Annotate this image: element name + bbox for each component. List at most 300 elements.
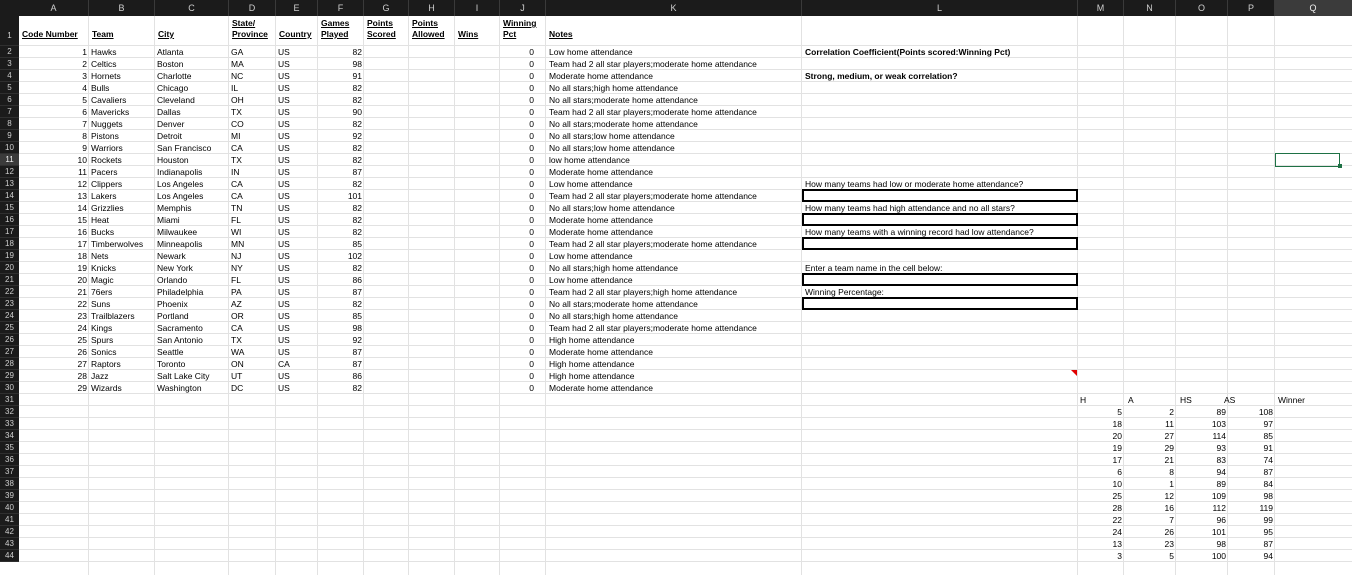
city-cell[interactable]: Los Angeles xyxy=(157,191,204,201)
state-cell[interactable]: ON xyxy=(231,359,244,369)
winning-pct-cell[interactable]: 0 xyxy=(529,59,534,69)
side-a-cell[interactable]: 23 xyxy=(1164,539,1174,549)
column-header-o[interactable]: O xyxy=(1176,0,1228,16)
state-cell[interactable]: TX xyxy=(231,155,242,165)
winning-pct-cell[interactable]: 0 xyxy=(529,347,534,357)
column-header-q[interactable]: Q xyxy=(1275,0,1352,16)
row-header-40[interactable]: 40 xyxy=(0,502,19,514)
side-h-cell[interactable]: 19 xyxy=(1112,443,1122,453)
code-number-cell[interactable]: 26 xyxy=(77,347,87,357)
games-played-cell[interactable]: 82 xyxy=(352,155,362,165)
team-name-prompt[interactable]: Enter a team name in the cell below: xyxy=(805,263,943,273)
row-header-16[interactable]: 16 xyxy=(0,214,19,226)
country-cell[interactable]: US xyxy=(278,227,290,237)
side-h-cell[interactable]: 22 xyxy=(1112,515,1122,525)
column-title[interactable]: Played xyxy=(321,29,349,39)
city-cell[interactable]: Charlotte xyxy=(157,71,192,81)
winning-pct-cell[interactable]: 0 xyxy=(529,119,534,129)
country-cell[interactable]: US xyxy=(278,251,290,261)
column-header-p[interactable]: P xyxy=(1228,0,1275,16)
column-title[interactable]: Notes xyxy=(549,29,573,39)
side-hs-cell[interactable]: 112 xyxy=(1212,503,1226,513)
winning-pct-cell[interactable]: 0 xyxy=(529,107,534,117)
city-cell[interactable]: Toronto xyxy=(157,359,186,369)
row-header-43[interactable]: 43 xyxy=(0,538,19,550)
row-header-20[interactable]: 20 xyxy=(0,262,19,274)
state-cell[interactable]: IL xyxy=(231,83,239,93)
winning-pct-cell[interactable]: 0 xyxy=(529,239,534,249)
state-cell[interactable]: TN xyxy=(231,203,243,213)
state-cell[interactable]: TX xyxy=(231,335,242,345)
team-cell[interactable]: Raptors xyxy=(91,359,121,369)
team-cell[interactable]: Lakers xyxy=(91,191,117,201)
notes-cell[interactable]: No all stars;high home attendance xyxy=(549,263,678,273)
team-cell[interactable]: Bucks xyxy=(91,227,115,237)
notes-cell[interactable]: No all stars;moderate home attendance xyxy=(549,95,698,105)
row-header-8[interactable]: 8 xyxy=(0,118,19,130)
side-header-hs[interactable]: HS xyxy=(1180,395,1192,405)
notes-cell[interactable]: Moderate home attendance xyxy=(549,71,653,81)
state-cell[interactable]: GA xyxy=(231,47,244,57)
state-cell[interactable]: MN xyxy=(231,239,245,249)
code-number-cell[interactable]: 14 xyxy=(77,203,87,213)
winning-pct-cell[interactable]: 0 xyxy=(529,143,534,153)
team-cell[interactable]: Knicks xyxy=(91,263,117,273)
notes-cell[interactable]: Moderate home attendance xyxy=(549,167,653,177)
side-hs-cell[interactable]: 89 xyxy=(1216,479,1226,489)
state-cell[interactable]: MA xyxy=(231,59,244,69)
winning-pct-cell[interactable]: 0 xyxy=(529,335,534,345)
games-played-cell[interactable]: 82 xyxy=(352,143,362,153)
notes-cell[interactable]: Team had 2 all star players;high home attendance xyxy=(549,287,738,297)
country-cell[interactable]: US xyxy=(278,347,290,357)
city-cell[interactable]: Salt Lake City xyxy=(157,371,210,381)
column-title[interactable]: Points xyxy=(367,18,393,28)
side-as-cell[interactable]: 94 xyxy=(1263,551,1273,561)
row-header-37[interactable]: 37 xyxy=(0,466,19,478)
code-number-cell[interactable]: 25 xyxy=(77,335,87,345)
side-h-cell[interactable]: 20 xyxy=(1112,431,1122,441)
row-header-18[interactable]: 18 xyxy=(0,238,19,250)
column-header-h[interactable]: H xyxy=(409,0,455,16)
row-header-3[interactable]: 3 xyxy=(0,58,19,70)
side-hs-cell[interactable]: 103 xyxy=(1211,419,1226,429)
country-cell[interactable]: US xyxy=(278,371,290,381)
winning-pct-cell[interactable]: 0 xyxy=(529,155,534,165)
team-cell[interactable]: Sonics xyxy=(91,347,117,357)
notes-cell[interactable]: Low home attendance xyxy=(549,251,633,261)
active-cell-q11[interactable] xyxy=(1275,153,1340,167)
answer-input-box-3[interactable] xyxy=(802,237,1078,250)
code-number-cell[interactable]: 13 xyxy=(77,191,87,201)
city-cell[interactable]: Indianapolis xyxy=(157,167,203,177)
answer-input-box-2[interactable] xyxy=(802,213,1078,226)
winning-pct-cell[interactable]: 0 xyxy=(529,47,534,57)
state-cell[interactable]: OR xyxy=(231,311,244,321)
country-cell[interactable]: US xyxy=(278,143,290,153)
side-h-cell[interactable]: 18 xyxy=(1112,419,1122,429)
team-cell[interactable]: Cavaliers xyxy=(91,95,127,105)
side-a-cell[interactable]: 5 xyxy=(1169,551,1174,561)
side-h-cell[interactable]: 24 xyxy=(1112,527,1122,537)
notes-cell[interactable]: Team had 2 all star players;moderate home attendance xyxy=(549,239,757,249)
notes-cell[interactable]: Team had 2 all star players;moderate home attendance xyxy=(549,107,757,117)
row-header-2[interactable]: 2 xyxy=(0,46,19,58)
country-cell[interactable]: US xyxy=(278,167,290,177)
row-header-28[interactable]: 28 xyxy=(0,358,19,370)
country-cell[interactable]: US xyxy=(278,95,290,105)
side-as-cell[interactable]: 95 xyxy=(1263,527,1273,537)
winning-pct-cell[interactable]: 0 xyxy=(529,323,534,333)
city-cell[interactable]: Phoenix xyxy=(157,299,188,309)
code-number-cell[interactable]: 20 xyxy=(77,275,87,285)
row-header-35[interactable]: 35 xyxy=(0,442,19,454)
code-number-cell[interactable]: 5 xyxy=(82,95,87,105)
country-cell[interactable]: US xyxy=(278,131,290,141)
side-h-cell[interactable]: 13 xyxy=(1112,539,1122,549)
side-as-cell[interactable]: 87 xyxy=(1263,467,1273,477)
city-cell[interactable]: Detroit xyxy=(157,131,183,141)
side-header-h[interactable]: H xyxy=(1080,395,1087,405)
team-cell[interactable]: Suns xyxy=(91,299,111,309)
row-header-14[interactable]: 14 xyxy=(0,190,19,202)
games-played-cell[interactable]: 82 xyxy=(352,83,362,93)
state-cell[interactable]: WI xyxy=(231,227,242,237)
winning-pct-cell[interactable]: 0 xyxy=(529,131,534,141)
city-cell[interactable]: Chicago xyxy=(157,83,189,93)
team-cell[interactable]: Pistons xyxy=(91,131,119,141)
games-played-cell[interactable]: 98 xyxy=(352,323,362,333)
country-cell[interactable]: CA xyxy=(278,359,290,369)
side-a-cell[interactable]: 29 xyxy=(1164,443,1174,453)
column-title[interactable]: State/ xyxy=(232,18,256,28)
team-cell[interactable]: Heat xyxy=(91,215,109,225)
notes-cell[interactable]: No all stars;low home attendance xyxy=(549,203,675,213)
column-title[interactable]: City xyxy=(158,29,175,39)
side-as-cell[interactable]: 97 xyxy=(1263,419,1273,429)
winning-pct-cell[interactable]: 0 xyxy=(529,83,534,93)
city-cell[interactable]: Houston xyxy=(157,155,189,165)
games-played-cell[interactable]: 87 xyxy=(352,359,362,369)
winning-pct-cell[interactable]: 0 xyxy=(529,275,534,285)
games-played-cell[interactable]: 101 xyxy=(347,191,362,201)
row-header-33[interactable]: 33 xyxy=(0,418,19,430)
correlation-strength-question[interactable]: Strong, medium, or weak correlation? xyxy=(805,71,958,81)
state-cell[interactable]: NC xyxy=(231,71,244,81)
side-as-cell[interactable]: 87 xyxy=(1263,539,1273,549)
games-played-cell[interactable]: 82 xyxy=(352,227,362,237)
column-title[interactable]: Province xyxy=(232,29,268,39)
row-header-41[interactable]: 41 xyxy=(0,514,19,526)
winning-pct-cell[interactable]: 0 xyxy=(529,203,534,213)
code-number-cell[interactable]: 29 xyxy=(77,383,87,393)
games-played-cell[interactable]: 82 xyxy=(352,95,362,105)
country-cell[interactable]: US xyxy=(278,323,290,333)
city-cell[interactable]: Orlando xyxy=(157,275,188,285)
side-a-cell[interactable]: 27 xyxy=(1164,431,1174,441)
code-number-cell[interactable]: 6 xyxy=(82,107,87,117)
code-number-cell[interactable]: 27 xyxy=(77,359,87,369)
row-header-11[interactable]: 11 xyxy=(0,154,19,166)
row-header-15[interactable]: 15 xyxy=(0,202,19,214)
city-cell[interactable]: Minneapolis xyxy=(157,239,203,249)
side-hs-cell[interactable]: 94 xyxy=(1216,467,1226,477)
games-played-cell[interactable]: 92 xyxy=(352,335,362,345)
team-cell[interactable]: Celtics xyxy=(91,59,117,69)
side-a-cell[interactable]: 21 xyxy=(1164,455,1174,465)
column-title[interactable]: Allowed xyxy=(412,29,445,39)
code-number-cell[interactable]: 28 xyxy=(77,371,87,381)
column-header-n[interactable]: N xyxy=(1124,0,1176,16)
side-h-cell[interactable]: 25 xyxy=(1112,491,1122,501)
column-header-c[interactable]: C xyxy=(155,0,229,16)
notes-cell[interactable]: Team had 2 all star players;moderate home attendance xyxy=(549,191,757,201)
state-cell[interactable]: MI xyxy=(231,131,241,141)
games-played-cell[interactable]: 87 xyxy=(352,287,362,297)
side-header-winner[interactable]: Winner xyxy=(1278,395,1305,405)
column-header-e[interactable]: E xyxy=(276,0,318,16)
side-header-as[interactable]: AS xyxy=(1224,395,1236,405)
games-played-cell[interactable]: 91 xyxy=(352,71,362,81)
answer-input-box-4[interactable] xyxy=(802,273,1078,286)
answer-input-box-5[interactable] xyxy=(802,297,1078,310)
row-header-22[interactable]: 22 xyxy=(0,286,19,298)
winning-pct-cell[interactable]: 0 xyxy=(529,311,534,321)
team-cell[interactable]: Bulls xyxy=(91,83,110,93)
column-title[interactable]: Scored xyxy=(367,29,396,39)
country-cell[interactable]: US xyxy=(278,215,290,225)
games-played-cell[interactable]: 82 xyxy=(352,299,362,309)
notes-cell[interactable]: Moderate home attendance xyxy=(549,347,653,357)
notes-cell[interactable]: Team had 2 all star players;moderate home attendance xyxy=(549,59,757,69)
row-header-30[interactable]: 30 xyxy=(0,382,19,394)
select-all-corner[interactable] xyxy=(0,0,20,16)
team-cell[interactable]: Hornets xyxy=(91,71,121,81)
code-number-cell[interactable]: 10 xyxy=(77,155,87,165)
state-cell[interactable]: CA xyxy=(231,191,243,201)
row-header-34[interactable]: 34 xyxy=(0,430,19,442)
column-title[interactable]: Wins xyxy=(458,29,479,39)
side-hs-cell[interactable]: 96 xyxy=(1216,515,1226,525)
team-cell[interactable]: Nuggets xyxy=(91,119,123,129)
column-header-l[interactable]: L xyxy=(802,0,1078,16)
games-played-cell[interactable]: 82 xyxy=(352,383,362,393)
row-header-1[interactable]: 1 xyxy=(0,16,19,46)
city-cell[interactable]: San Antonio xyxy=(157,335,203,345)
code-number-cell[interactable]: 23 xyxy=(77,311,87,321)
notes-cell[interactable]: No all stars;high home attendance xyxy=(549,83,678,93)
comment-indicator[interactable] xyxy=(1071,370,1077,376)
side-a-cell[interactable]: 1 xyxy=(1169,479,1174,489)
row-header-19[interactable]: 19 xyxy=(0,250,19,262)
team-cell[interactable]: 76ers xyxy=(91,287,113,297)
winning-pct-cell[interactable]: 0 xyxy=(529,383,534,393)
country-cell[interactable]: US xyxy=(278,383,290,393)
country-cell[interactable]: US xyxy=(278,179,290,189)
column-title[interactable]: Winning xyxy=(503,18,537,28)
team-cell[interactable]: Hawks xyxy=(91,47,117,57)
state-cell[interactable]: DC xyxy=(231,383,244,393)
city-cell[interactable]: Memphis xyxy=(157,203,192,213)
side-as-cell[interactable]: 74 xyxy=(1263,455,1273,465)
column-title[interactable]: Team xyxy=(92,29,114,39)
games-played-cell[interactable]: 98 xyxy=(352,59,362,69)
column-header-k[interactable]: K xyxy=(546,0,802,16)
side-a-cell[interactable]: 8 xyxy=(1169,467,1174,477)
column-title[interactable]: Points xyxy=(412,18,438,28)
side-h-cell[interactable]: 5 xyxy=(1117,407,1122,417)
team-cell[interactable]: Wizards xyxy=(91,383,122,393)
row-header-25[interactable]: 25 xyxy=(0,322,19,334)
side-h-cell[interactable]: 10 xyxy=(1112,479,1122,489)
row-header-17[interactable]: 17 xyxy=(0,226,19,238)
column-title[interactable]: Country xyxy=(279,29,312,39)
row-header-13[interactable]: 13 xyxy=(0,178,19,190)
country-cell[interactable]: US xyxy=(278,335,290,345)
country-cell[interactable]: US xyxy=(278,107,290,117)
state-cell[interactable]: PA xyxy=(231,287,242,297)
fill-handle[interactable] xyxy=(1338,164,1342,168)
winning-pct-cell[interactable]: 0 xyxy=(529,251,534,261)
team-cell[interactable]: Jazz xyxy=(91,371,109,381)
side-a-cell[interactable]: 26 xyxy=(1164,527,1174,537)
code-number-cell[interactable]: 17 xyxy=(77,239,87,249)
games-played-cell[interactable]: 85 xyxy=(352,239,362,249)
winning-percentage-label[interactable]: Winning Percentage: xyxy=(805,287,884,297)
column-header-g[interactable]: G xyxy=(364,0,409,16)
winning-pct-cell[interactable]: 0 xyxy=(529,263,534,273)
column-header-d[interactable]: D xyxy=(229,0,276,16)
row-header-29[interactable]: 29 xyxy=(0,370,19,382)
row-header-6[interactable]: 6 xyxy=(0,94,19,106)
side-hs-cell[interactable]: 109 xyxy=(1211,491,1226,501)
country-cell[interactable]: US xyxy=(278,71,290,81)
notes-cell[interactable]: No all stars;moderate home attendance xyxy=(549,299,698,309)
side-h-cell[interactable]: 17 xyxy=(1112,455,1122,465)
notes-cell[interactable]: No all stars;high home attendance xyxy=(549,311,678,321)
question-low-moderate-attendance[interactable]: How many teams had low or moderate home attendance? xyxy=(805,179,1024,189)
code-number-cell[interactable]: 4 xyxy=(82,83,87,93)
code-number-cell[interactable]: 15 xyxy=(77,215,87,225)
city-cell[interactable]: Denver xyxy=(157,119,185,129)
winning-pct-cell[interactable]: 0 xyxy=(529,371,534,381)
city-cell[interactable]: Los Angeles xyxy=(157,179,204,189)
code-number-cell[interactable]: 16 xyxy=(77,227,87,237)
winning-pct-cell[interactable]: 0 xyxy=(529,167,534,177)
column-title[interactable]: Code Number xyxy=(22,29,78,39)
side-as-cell[interactable]: 98 xyxy=(1263,491,1273,501)
column-header-j[interactable]: J xyxy=(500,0,546,16)
city-cell[interactable]: Seattle xyxy=(157,347,184,357)
games-played-cell[interactable]: 82 xyxy=(352,203,362,213)
column-header-f[interactable]: F xyxy=(318,0,364,16)
winning-pct-cell[interactable]: 0 xyxy=(529,287,534,297)
games-played-cell[interactable]: 86 xyxy=(352,371,362,381)
team-cell[interactable]: Rockets xyxy=(91,155,122,165)
country-cell[interactable]: US xyxy=(278,119,290,129)
state-cell[interactable]: NJ xyxy=(231,251,242,261)
notes-cell[interactable]: High home attendance xyxy=(549,335,635,345)
state-cell[interactable]: NY xyxy=(231,263,243,273)
notes-cell[interactable]: No all stars;moderate home attendance xyxy=(549,119,698,129)
question-winning-low-attendance[interactable]: How many teams with a winning record had low attendance? xyxy=(805,227,1034,237)
city-cell[interactable]: San Francisco xyxy=(157,143,212,153)
winning-pct-cell[interactable]: 0 xyxy=(529,215,534,225)
games-played-cell[interactable]: 102 xyxy=(347,251,362,261)
code-number-cell[interactable]: 2 xyxy=(82,59,87,69)
city-cell[interactable]: Miami xyxy=(157,215,180,225)
row-header-21[interactable]: 21 xyxy=(0,274,19,286)
country-cell[interactable]: US xyxy=(278,155,290,165)
side-h-cell[interactable]: 6 xyxy=(1117,467,1122,477)
games-played-cell[interactable]: 82 xyxy=(352,215,362,225)
state-cell[interactable]: AZ xyxy=(231,299,242,309)
correlation-title[interactable]: Correlation Coefficient(Points scored:Winning Pct) xyxy=(805,47,1011,57)
code-number-cell[interactable]: 7 xyxy=(82,119,87,129)
city-cell[interactable]: Atlanta xyxy=(157,47,184,57)
row-header-10[interactable]: 10 xyxy=(0,142,19,154)
side-a-cell[interactable]: 11 xyxy=(1165,419,1174,429)
side-a-cell[interactable]: 2 xyxy=(1169,407,1174,417)
state-cell[interactable]: OH xyxy=(231,95,244,105)
winning-pct-cell[interactable]: 0 xyxy=(529,227,534,237)
code-number-cell[interactable]: 24 xyxy=(77,323,87,333)
side-a-cell[interactable]: 7 xyxy=(1169,515,1174,525)
side-as-cell[interactable]: 99 xyxy=(1263,515,1273,525)
notes-cell[interactable]: High home attendance xyxy=(549,371,635,381)
side-hs-cell[interactable]: 100 xyxy=(1211,551,1226,561)
side-a-cell[interactable]: 16 xyxy=(1164,503,1174,513)
row-header-39[interactable]: 39 xyxy=(0,490,19,502)
side-hs-cell[interactable]: 89 xyxy=(1216,407,1226,417)
state-cell[interactable]: FL xyxy=(231,215,241,225)
team-cell[interactable]: Timberwolves xyxy=(91,239,144,249)
country-cell[interactable]: US xyxy=(278,287,290,297)
side-as-cell[interactable]: 91 xyxy=(1263,443,1273,453)
code-number-cell[interactable]: 12 xyxy=(77,179,87,189)
team-cell[interactable]: Spurs xyxy=(91,335,114,345)
row-header-12[interactable]: 12 xyxy=(0,166,19,178)
city-cell[interactable]: Newark xyxy=(157,251,186,261)
notes-cell[interactable]: low home attendance xyxy=(549,155,630,165)
state-cell[interactable]: IN xyxy=(231,167,240,177)
city-cell[interactable]: Sacramento xyxy=(157,323,203,333)
winning-pct-cell[interactable]: 0 xyxy=(529,359,534,369)
notes-cell[interactable]: Moderate home attendance xyxy=(549,383,653,393)
side-hs-cell[interactable]: 114 xyxy=(1212,431,1226,441)
side-as-cell[interactable]: 119 xyxy=(1259,503,1273,513)
games-played-cell[interactable]: 90 xyxy=(352,107,362,117)
side-hs-cell[interactable]: 98 xyxy=(1216,539,1226,549)
team-cell[interactable]: Warriors xyxy=(91,143,123,153)
column-header-b[interactable]: B xyxy=(89,0,155,16)
state-cell[interactable]: FL xyxy=(231,275,241,285)
side-as-cell[interactable]: 108 xyxy=(1258,407,1273,417)
team-cell[interactable]: Mavericks xyxy=(91,107,130,117)
games-played-cell[interactable]: 82 xyxy=(352,179,362,189)
city-cell[interactable]: Dallas xyxy=(157,107,181,117)
row-header-36[interactable]: 36 xyxy=(0,454,19,466)
side-a-cell[interactable]: 12 xyxy=(1164,491,1174,501)
side-h-cell[interactable]: 3 xyxy=(1117,551,1122,561)
state-cell[interactable]: TX xyxy=(231,107,242,117)
row-header-5[interactable]: 5 xyxy=(0,82,19,94)
state-cell[interactable]: WA xyxy=(231,347,245,357)
state-cell[interactable]: CO xyxy=(231,119,244,129)
row-header-24[interactable]: 24 xyxy=(0,310,19,322)
row-header-7[interactable]: 7 xyxy=(0,106,19,118)
column-title[interactable]: Pct xyxy=(503,29,517,39)
